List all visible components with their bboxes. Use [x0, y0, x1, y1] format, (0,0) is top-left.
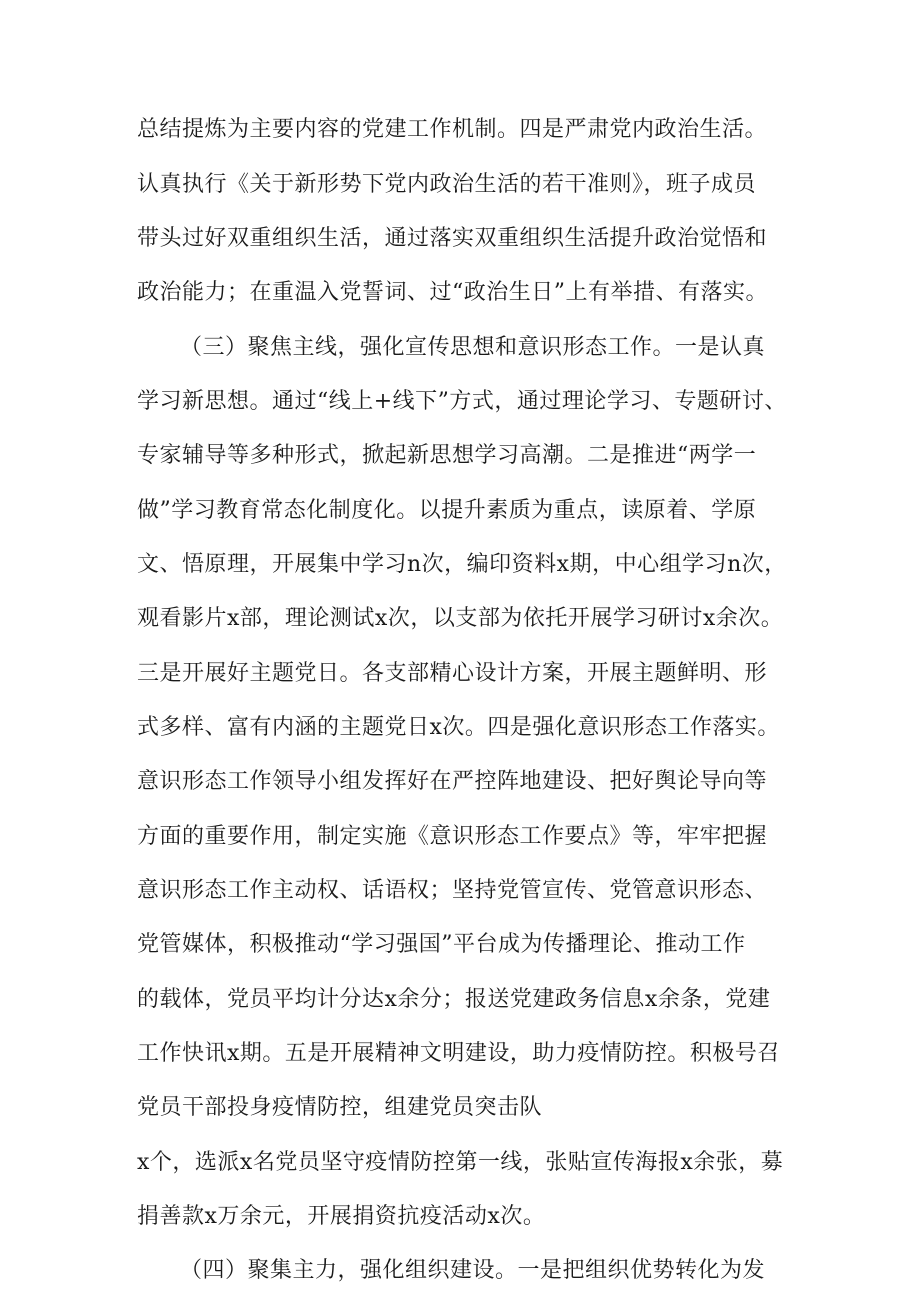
- text-line: 文、悟原理，开展集中学习n次，编印资料x期，中心组学习n次，: [137, 552, 787, 577]
- text-line: 意识形态工作领导小组发挥好在严控阵地建设、把好舆论导向等: [137, 769, 768, 794]
- text-line: 党员干部投身疫情防控，组建党员突击队: [137, 1095, 543, 1120]
- section-heading-line: （三）聚焦主线，强化宣传思想和意识形态工作。一是认真: [180, 335, 766, 360]
- text-line: 式多样、富有内涵的主题党日x次。四是强化意识形态工作落实。: [137, 715, 780, 740]
- text-line: 三是开展好主题党日。各支部精心设计方案，开展主题鲜明、形: [137, 661, 768, 686]
- section-heading-line: （四）聚集主力，强化组织建设。一是把组织优势转化为发: [180, 1258, 766, 1283]
- text-line: 工作快讯x期。五是开展精神文明建设，助力疫情防控。积极号召: [137, 1041, 780, 1066]
- text-line: 总结提炼为主要内容的党建工作机制。四是严肃党内政治生活。: [137, 117, 768, 142]
- text-line: 认真执行《关于新形势下党内政治生活的若干准则》，班子成员: [137, 172, 757, 197]
- text-line: 学习新思想。通过“线上+线下”方式，通过理论学习、专题研讨、: [137, 389, 787, 414]
- text-line: 专家辅导等多种形式，掀起新思想学习高潮。二是推进“两学一: [137, 443, 757, 468]
- text-line: 党管媒体，积极推动“学习强国”平台成为传播理论、推动工作: [137, 932, 746, 957]
- text-line: 做”学习教育常态化制度化。以提升素质为重点，读原着、学原: [137, 498, 757, 523]
- text-line: 意识形态工作主动权、话语权；坚持党管宣传、党管意识形态、: [137, 878, 768, 903]
- text-line: 带头过好双重组织生活，通过落实双重组织生活提升政治觉悟和: [137, 226, 768, 251]
- text-line: 的载体，党员平均计分达x余分；报送党建政务信息x余条，党建: [137, 987, 771, 1012]
- text-line: 观看影片x部，理论测试x次，以支部为依托开展学习研讨x余次。: [137, 606, 784, 631]
- text-line: 方面的重要作用，制定实施《意识形态工作要点》等，牢牢把握: [137, 824, 768, 849]
- text-line: 政治能力；在重温入党誓词、过“政治生日”上有举措、有落实。: [137, 280, 768, 305]
- text-line: x个，选派x名党员坚守疫情防控第一线，张贴宣传海报x余张，募: [137, 1150, 784, 1175]
- text-line: 捐善款x万余元，开展捐资抗疫活动x次。: [137, 1204, 546, 1229]
